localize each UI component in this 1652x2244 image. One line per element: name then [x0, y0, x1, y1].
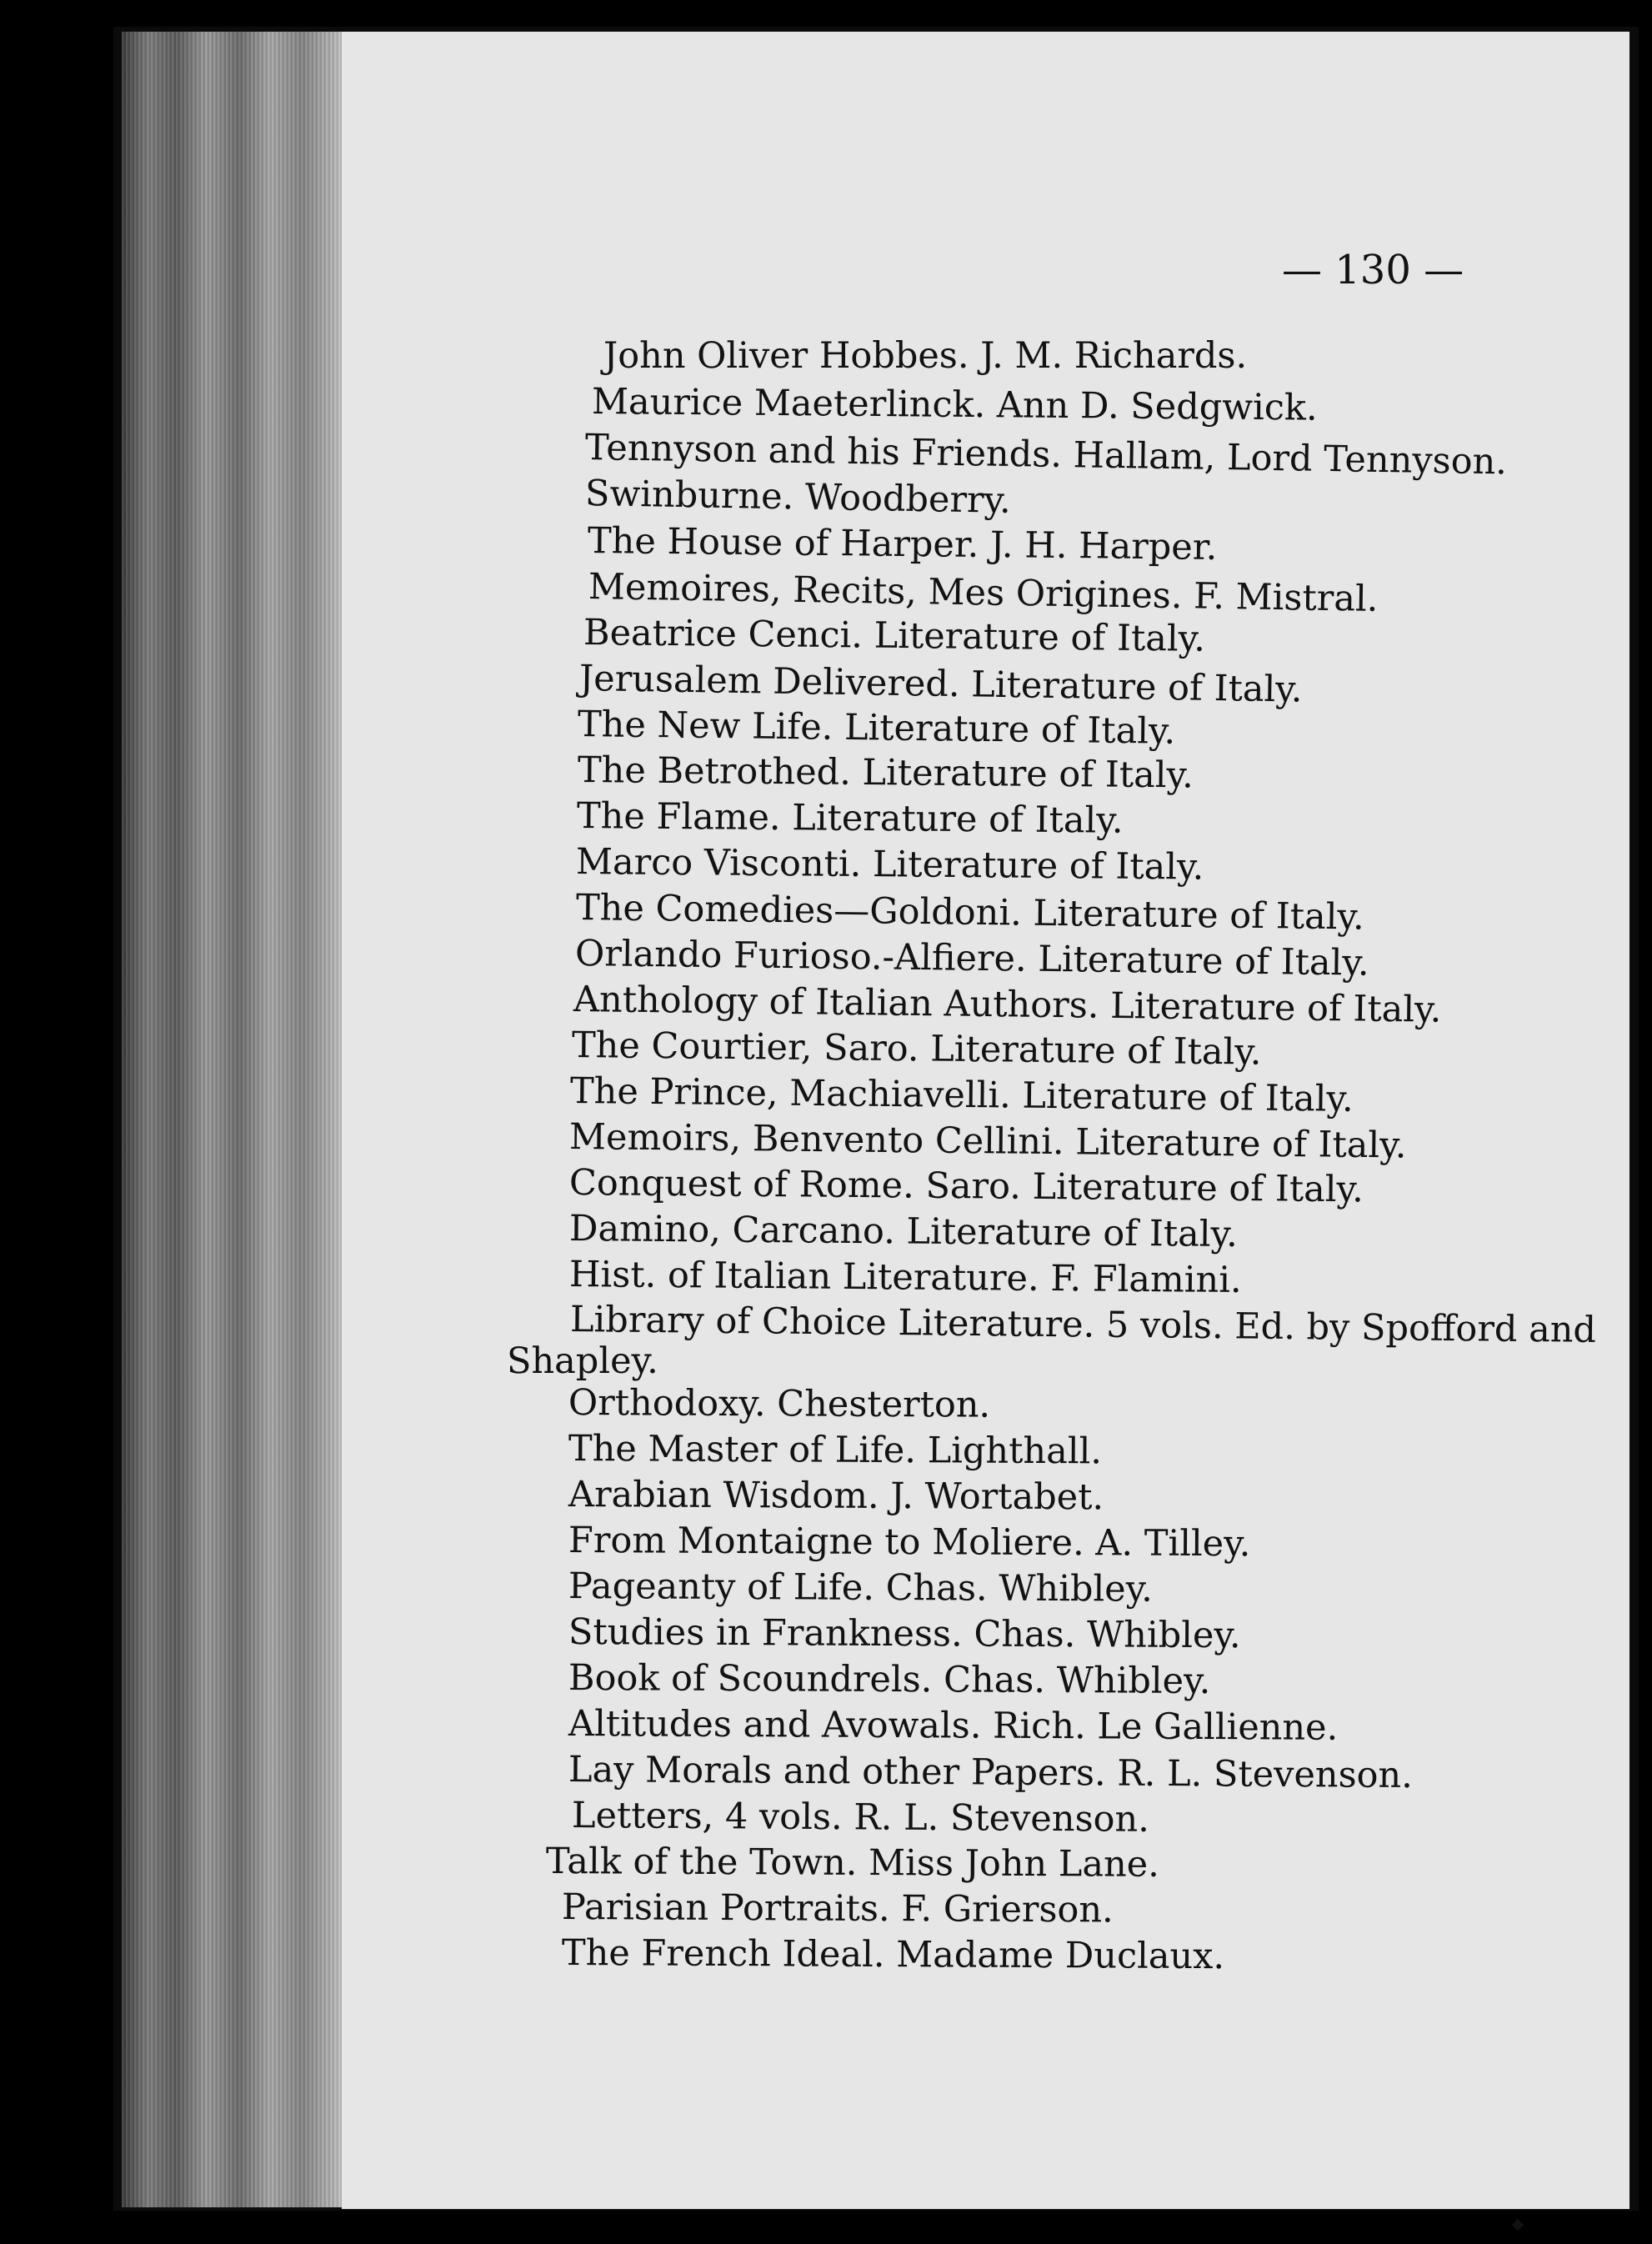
catalog-entry: Book of Scoundrels. Chas. Whibley. — [568, 1657, 1211, 1703]
catalog-entry: Swinburne. Woodberry. — [584, 473, 1012, 522]
catalog-entry: Arabian Wisdom. J. Wortabet. — [568, 1474, 1104, 1519]
catalog-entry: Memoirs, Benvento Cellini. Literature of Italy. — [568, 1116, 1407, 1167]
catalog-entry: Marco Visconti. Literature of Italy. — [575, 841, 1204, 889]
catalog-entry: Parisian Portraits. F. Grierson. — [561, 1886, 1114, 1931]
catalog-entry: The House of Harper. J. H. Harper. — [587, 520, 1218, 569]
catalog-entry: John Oliver Hobbes. J. M. Richards. — [603, 335, 1248, 377]
catalog-entry: Orlando Furioso.-Alfiere. Literature of Italy. — [574, 933, 1369, 984]
catalog-entry: Damino, Carcano. Literature of Italy. — [568, 1208, 1238, 1255]
catalog-entry: From Montaigne to Moliere. A. Tilley. — [568, 1520, 1251, 1565]
catalog-entry: Maurice Maeterlinck. Ann D. Sedgwick. — [591, 381, 1318, 429]
page-edge-stack — [122, 32, 347, 2207]
catalog-entry: Library of Choice Literature. 5 vols. Ed. by Spofford and — [569, 1299, 1597, 1351]
page-mark — [1512, 2219, 1524, 2231]
catalog-entry: Letters, 4 vols. R. L. Stevenson. — [571, 1795, 1150, 1841]
catalog-entry: The Master of Life. Lighthall. — [568, 1428, 1103, 1473]
catalog-entry: Conquest of Rome. Saro. Literature of Italy. — [568, 1162, 1364, 1211]
catalog-entry: The New Life. Literature of Italy. — [577, 704, 1176, 753]
catalog-entry: Hist. of Italian Literature. F. Flamini. — [568, 1254, 1242, 1302]
catalog-entry: Pageanty of Life. Chas. Whibley. — [568, 1565, 1154, 1610]
catalog-entry: Jerusalem Delivered. Literature of Italy. — [578, 658, 1303, 711]
page-number: — 130 — — [1282, 247, 1464, 293]
catalog-entry: Talk of the Town. Miss John Lane. — [545, 1841, 1159, 1886]
catalog-entry: Beatrice Cenci. Literature of Italy. — [583, 612, 1206, 660]
catalog-entry: The Flame. Literature of Italy. — [576, 795, 1124, 842]
catalog-entry: Memoires, Recits, Mes Origines. F. Mistral. — [588, 566, 1379, 620]
catalog-entry: Altitudes and Avowals. Rich. Le Gallienne. — [568, 1703, 1339, 1749]
catalog-entry: Lay Morals and other Papers. R. L. Stevenson. — [568, 1749, 1414, 1797]
catalog-entry: The French Ideal. Madame Duclaux. — [561, 1932, 1225, 1978]
catalog-entry: Orthodoxy. Chesterton. — [568, 1382, 991, 1426]
catalog-entry: The Comedies—Goldoni. Literature of Italy. — [575, 887, 1364, 939]
catalog-entry: The Betrothed. Literature of Italy. — [577, 749, 1194, 797]
catalog-entry: Studies in Frankness. Chas. Whibley. — [568, 1611, 1241, 1657]
catalog-entry: Tennyson and his Friends. Hallam, Lord Tennyson. — [584, 427, 1508, 483]
document-page — [342, 32, 1629, 2209]
catalog-entry: The Prince, Machiavelli. Literature of Italy. — [569, 1070, 1354, 1120]
catalog-entry: Shapley. — [507, 1340, 658, 1382]
catalog-entry: Anthology of Italian Authors. Literature of Italy. — [573, 979, 1442, 1031]
catalog-entry: The Courtier, Saro. Literature of Italy. — [571, 1024, 1262, 1074]
